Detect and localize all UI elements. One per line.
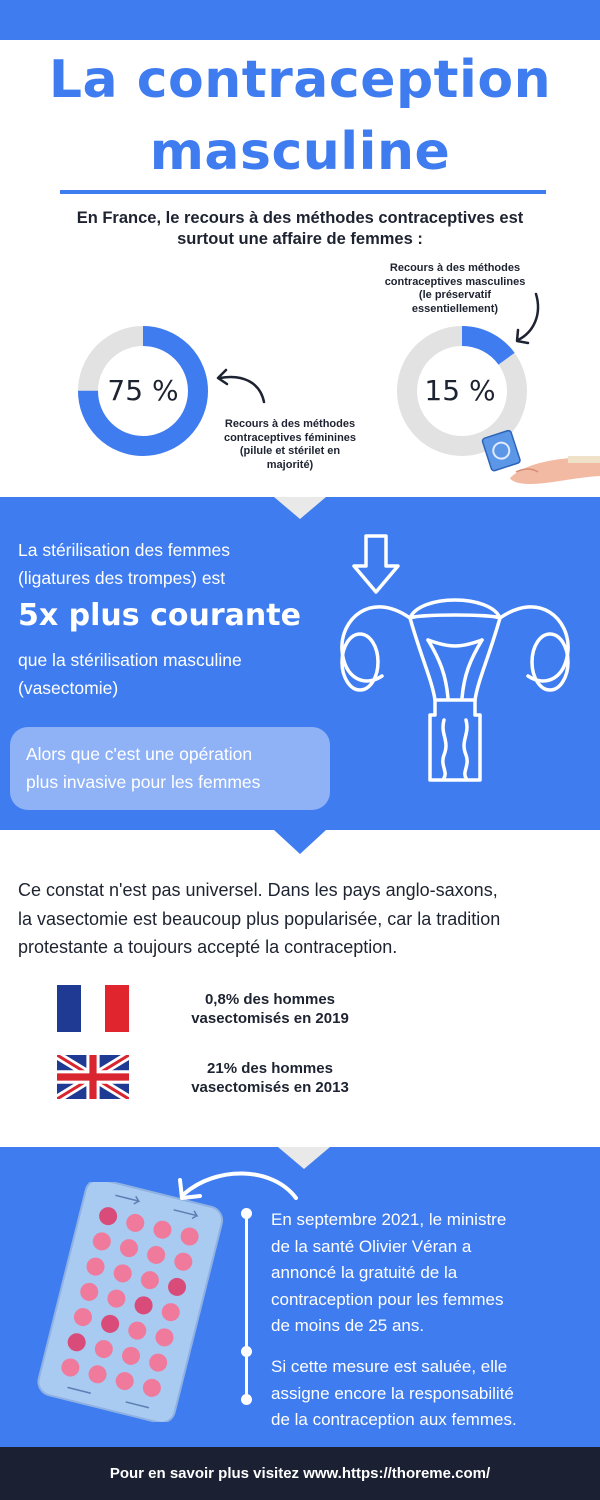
uterus-icon bbox=[330, 530, 580, 785]
male-note-line: (le préservatif bbox=[418, 289, 492, 301]
curved-arrow-icon bbox=[212, 366, 272, 406]
france-stat-line-2: vasectomisés en 2019 bbox=[191, 1010, 349, 1027]
news-line: Si cette mesure est saluée, elle bbox=[271, 1357, 508, 1376]
sterilisation-line-2: (ligatures des trompes) est bbox=[18, 568, 226, 588]
france-stat bbox=[160, 990, 380, 1028]
footer-link[interactable]: Pour en savoir plus visitez www.https://thoreme.com/ bbox=[0, 1447, 600, 1500]
male-note-line: contraceptives masculines bbox=[384, 275, 526, 288]
sterilisation-line-1: La stérilisation des femmes bbox=[18, 540, 231, 560]
comparison-paragraph bbox=[18, 876, 598, 962]
section-notch bbox=[274, 474, 326, 498]
timeline-dot bbox=[241, 1346, 252, 1357]
news-line: annoncé la gratuité de la bbox=[271, 1263, 458, 1282]
sterilisation-line-4: (vasectomie) bbox=[18, 678, 119, 698]
news-line: contraception pour les femmes bbox=[271, 1289, 504, 1309]
page-title bbox=[0, 44, 600, 188]
male-note-line: essentiellement) bbox=[411, 302, 499, 315]
uk-stat-line-1: 21% des hommes bbox=[207, 1060, 333, 1077]
news-line: assigne encore la responsabilité bbox=[271, 1383, 514, 1403]
invasive-note-bubble bbox=[10, 727, 330, 810]
news-line: de la contraception aux femmes. bbox=[271, 1410, 517, 1429]
news-line: de la santé Olivier Véran a bbox=[271, 1236, 472, 1256]
pill-blister-illustration bbox=[30, 1182, 230, 1422]
para-line-2: la vasectomie est beaucoup plus popularisée, car la tradition bbox=[18, 908, 501, 929]
female-note bbox=[205, 418, 375, 472]
title-line-1: La contraception bbox=[48, 50, 552, 110]
news-line: de moins de 25 ans. bbox=[271, 1316, 425, 1335]
bubble-line-2: plus invasive pour les femmes bbox=[26, 772, 261, 792]
curved-arrow-icon bbox=[172, 1166, 302, 1210]
title-line-2: masculine bbox=[149, 122, 451, 182]
section-notch bbox=[278, 1124, 330, 1147]
news-item-2 bbox=[271, 1354, 571, 1434]
title-divider bbox=[60, 190, 546, 194]
top-bar bbox=[0, 0, 600, 40]
france-flag-icon bbox=[57, 985, 129, 1032]
section-notch-down bbox=[274, 497, 326, 519]
condom-hand-illustration bbox=[480, 428, 600, 486]
sterilisation-line-3: que la stérilisation masculine bbox=[18, 650, 242, 670]
section-notch bbox=[274, 830, 326, 854]
timeline-dot bbox=[241, 1208, 252, 1219]
female-note-line: contraceptives féminines bbox=[223, 431, 357, 444]
para-line-3: protestante a toujours accepté la contraception. bbox=[18, 937, 398, 957]
sterilisation-highlight: 5x plus courante bbox=[18, 598, 301, 633]
female-note-line: Recours à des méthodes bbox=[224, 418, 356, 430]
female-percent-label: 75 % bbox=[107, 374, 179, 407]
para-line-1: Ce constat n'est pas universel. Dans les pays anglo-saxons, bbox=[18, 880, 498, 900]
news-line: En septembre 2021, le ministre bbox=[271, 1210, 507, 1229]
female-note-line: (pilule et stérilet en bbox=[239, 445, 341, 457]
intro-line-1: En France, le recours à des méthodes contraceptives est bbox=[76, 209, 524, 227]
male-percent-label: 15 % bbox=[424, 374, 496, 407]
male-note-line: Recours à des méthodes bbox=[389, 262, 521, 274]
intro-text bbox=[20, 208, 580, 250]
timeline-dot bbox=[241, 1394, 252, 1405]
intro-line-2: surtout une affaire de femmes : bbox=[177, 230, 423, 248]
uk-stat-line-2: vasectomisés en 2013 bbox=[191, 1079, 349, 1096]
female-note-line: majorité) bbox=[266, 458, 314, 471]
timeline-line bbox=[245, 1213, 248, 1398]
uk-flag-icon bbox=[57, 1055, 129, 1099]
uk-stat bbox=[160, 1059, 380, 1097]
curved-arrow-down-icon bbox=[512, 290, 548, 348]
bubble-line-1: Alors que c'est une opération bbox=[26, 744, 253, 764]
france-stat-line-1: 0,8% des hommes bbox=[204, 991, 336, 1008]
news-item-1 bbox=[271, 1207, 571, 1340]
